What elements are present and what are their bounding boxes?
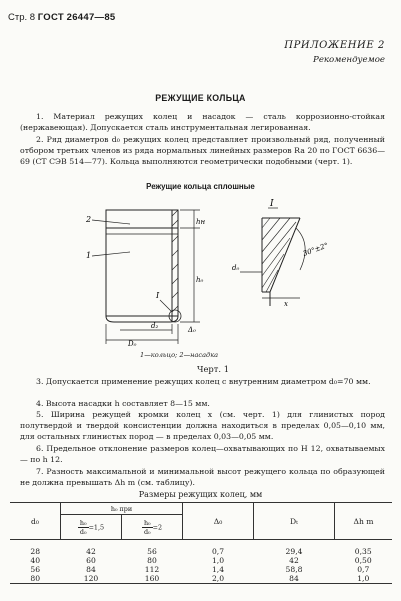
detail-label: I [270,199,274,209]
section-title: РЕЖУЩИЕ КОЛЬЦА [155,93,246,103]
paragraph-3: 3. Допускается применение режущих колец с внутренним диаметром d₀=70 мм. [36,377,371,386]
paragraph-6: 6. Предельное отклонение размеров колец—охватывающих по H 12, охватываемых — по h 12. [20,444,385,465]
col-f2: $\frac{\text{h₀}}{\text{d₀}}$ =2 [122,515,183,540]
label-two: 2 [86,215,92,224]
figure-number: Черт. 1 [197,364,230,374]
std-number: 26447—85 [66,12,116,23]
label-d0: d₀ [232,264,240,272]
label-roman: I [156,291,160,300]
table-caption: Размеры режущих колец, мм [138,490,263,499]
table-row: 40 60 80 1,0 42 0,50 [30,556,372,565]
label-d2: d₂ [151,322,159,330]
paragraph-1: 1. Материал режущих колец и насадок — сталь коррозионно-стойкая (нержавеющая). Допускается сталь инструментальная легированная. [20,112,385,133]
col-d0: d₀ [10,503,61,540]
label-delta0: Δ₀ [188,326,196,334]
table-row: 28 42 56 0,7 29,4 0,35 [30,547,372,556]
col-dhm: Δh m [335,503,393,540]
label-angle: 30°±2° [301,241,330,258]
label-D0: D₀ [128,340,137,348]
figure-caption: 1—кольцо; 2—насадка [140,351,219,359]
figure-subtitle: Режущие кольца сплошные [146,182,255,191]
table-row: 56 84 112 1,4 58,8 0,7 [30,565,370,574]
label-one: 1 [86,251,92,260]
appendix-title: ПРИЛОЖЕНИЕ 2 [284,40,385,51]
ring-drawing [0,194,401,354]
paragraph-7: 7. Разность максимальной и минимальной высот режущего кольца по образующей не должна превышать Δh m (см. таблицу). [20,467,385,488]
label-h0: h₀ [196,276,204,284]
col-f1: $\frac{\text{h₀}}{\text{d₀}}$ =1,5 [61,515,122,540]
paragraph-4: 4. Высота насадки h составляет 8—15 мм. [36,399,210,408]
table-row: 80 120 160 2,0 84 1,0 [10,574,392,584]
ring-size-table [10,502,392,584]
page-header [8,12,116,23]
label-hn: hн [196,218,206,226]
paragraph-2: 2. Ряд диаметров d₀ режущих колец представляет произвольный ряд, полученный отбором третьих членов из ряда нормальных линейных размеров Ra 20 по ГОСТ 6636—69 (СТ СЭВ 514—77). Кольца выполняются геометрически подобными (черт. 1). [20,135,385,167]
col-delta0: Δ₀ [183,503,254,540]
paragraph-5: 5. Ширина режущей кромки колец x (см. черт. 1) для глинистых пород полутвердой и твердой консистенции должна находиться в пределах 0,05—0,10 мм, для остальных глинистых пород — в пределах 0,03—0,05 мм. [20,410,385,442]
col-dt: Dₜ [254,503,335,540]
page-label: Стр. 8 [8,12,36,23]
col-h0-group: h₀ при [61,503,183,515]
appendix-subtitle: Рекомендуемое [313,55,385,65]
std-label: ГОСТ [37,12,64,23]
label-x: x [284,300,288,308]
